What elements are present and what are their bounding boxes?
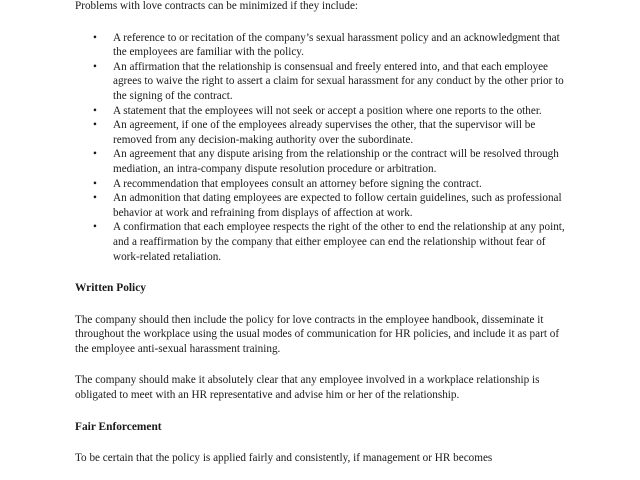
list-item-text: A recommendation that employees consult an attorney before signing the contract. (113, 177, 482, 190)
list-item (75, 104, 570, 119)
list-item-text: An agreement that any dispute arising from the relationship or the contract will be resolved through mediation, an intra-company dispute resolution procedure or arbitration. (113, 148, 559, 175)
written-policy-paragraph: The company should then include the policy for love contracts in the employee handbook, disseminate it throughout the workplace using the usual modes of communication for HR policies, and include it as part of the employee anti-sexual harassment training. (75, 313, 560, 355)
list-item-text: An agreement, if one of the employees already supervises the other, that the supervisor will be removed from any decision-making authority over the subordinate. (113, 119, 536, 146)
section-heading-fair-enforcement: Fair Enforcement (75, 420, 162, 433)
love-contract-provisions-list (75, 31, 570, 265)
written-policy-paragraph: The company should make it absolutely clear that any employee involved in a workplace relationship is obligated to meet with an HR representative and advise him or her of the relationship. (75, 374, 540, 402)
bullet-icon: • (93, 119, 97, 132)
list-item-text: A statement that the employees will not seek or accept a position where one reports to the other. (113, 104, 542, 117)
list-item (75, 191, 570, 220)
list-item-text: A reference to or recitation of the company’s sexual harassment policy and an acknowledgment that the employees are familiar with the policy. (113, 31, 560, 59)
bullet-icon: • (93, 148, 97, 161)
list-item (75, 118, 570, 147)
list-item (75, 220, 570, 264)
bullet-icon: • (93, 192, 97, 205)
list-item-text: An admonition that dating employees are expected to follow certain guidelines, such as professional behavior at work and refraining from displays of affection at work. (113, 192, 562, 219)
bullet-icon: • (93, 31, 97, 44)
bullet-icon: • (93, 60, 97, 73)
list-item (75, 177, 570, 192)
list-item (75, 147, 570, 176)
bullet-icon: • (93, 221, 97, 234)
bullet-icon: • (93, 104, 97, 117)
list-item (75, 31, 570, 60)
section-heading-written-policy: Written Policy (75, 282, 146, 295)
fair-enforcement-paragraph: To be certain that the policy is applied fairly and consistently, if management or HR becomes (75, 452, 493, 465)
list-item-text: An affirmation that the relationship is consensual and freely entered into, and that each employee agrees to waive the right to assert a claim for sexual harassment for any conduct by the other prior to the signing of the contract. (113, 60, 564, 102)
list-item-text: A confirmation that each employee respects the right of the other to end the relationship at any point, and a reaffirmation by the company that either employee can end the relationship without fear of work-related retaliation. (113, 221, 565, 263)
intro-text: Problems with love contracts can be minimized if they include: (75, 0, 359, 12)
bullet-icon: • (93, 177, 97, 190)
document-body (75, 0, 570, 480)
list-item (75, 60, 570, 104)
